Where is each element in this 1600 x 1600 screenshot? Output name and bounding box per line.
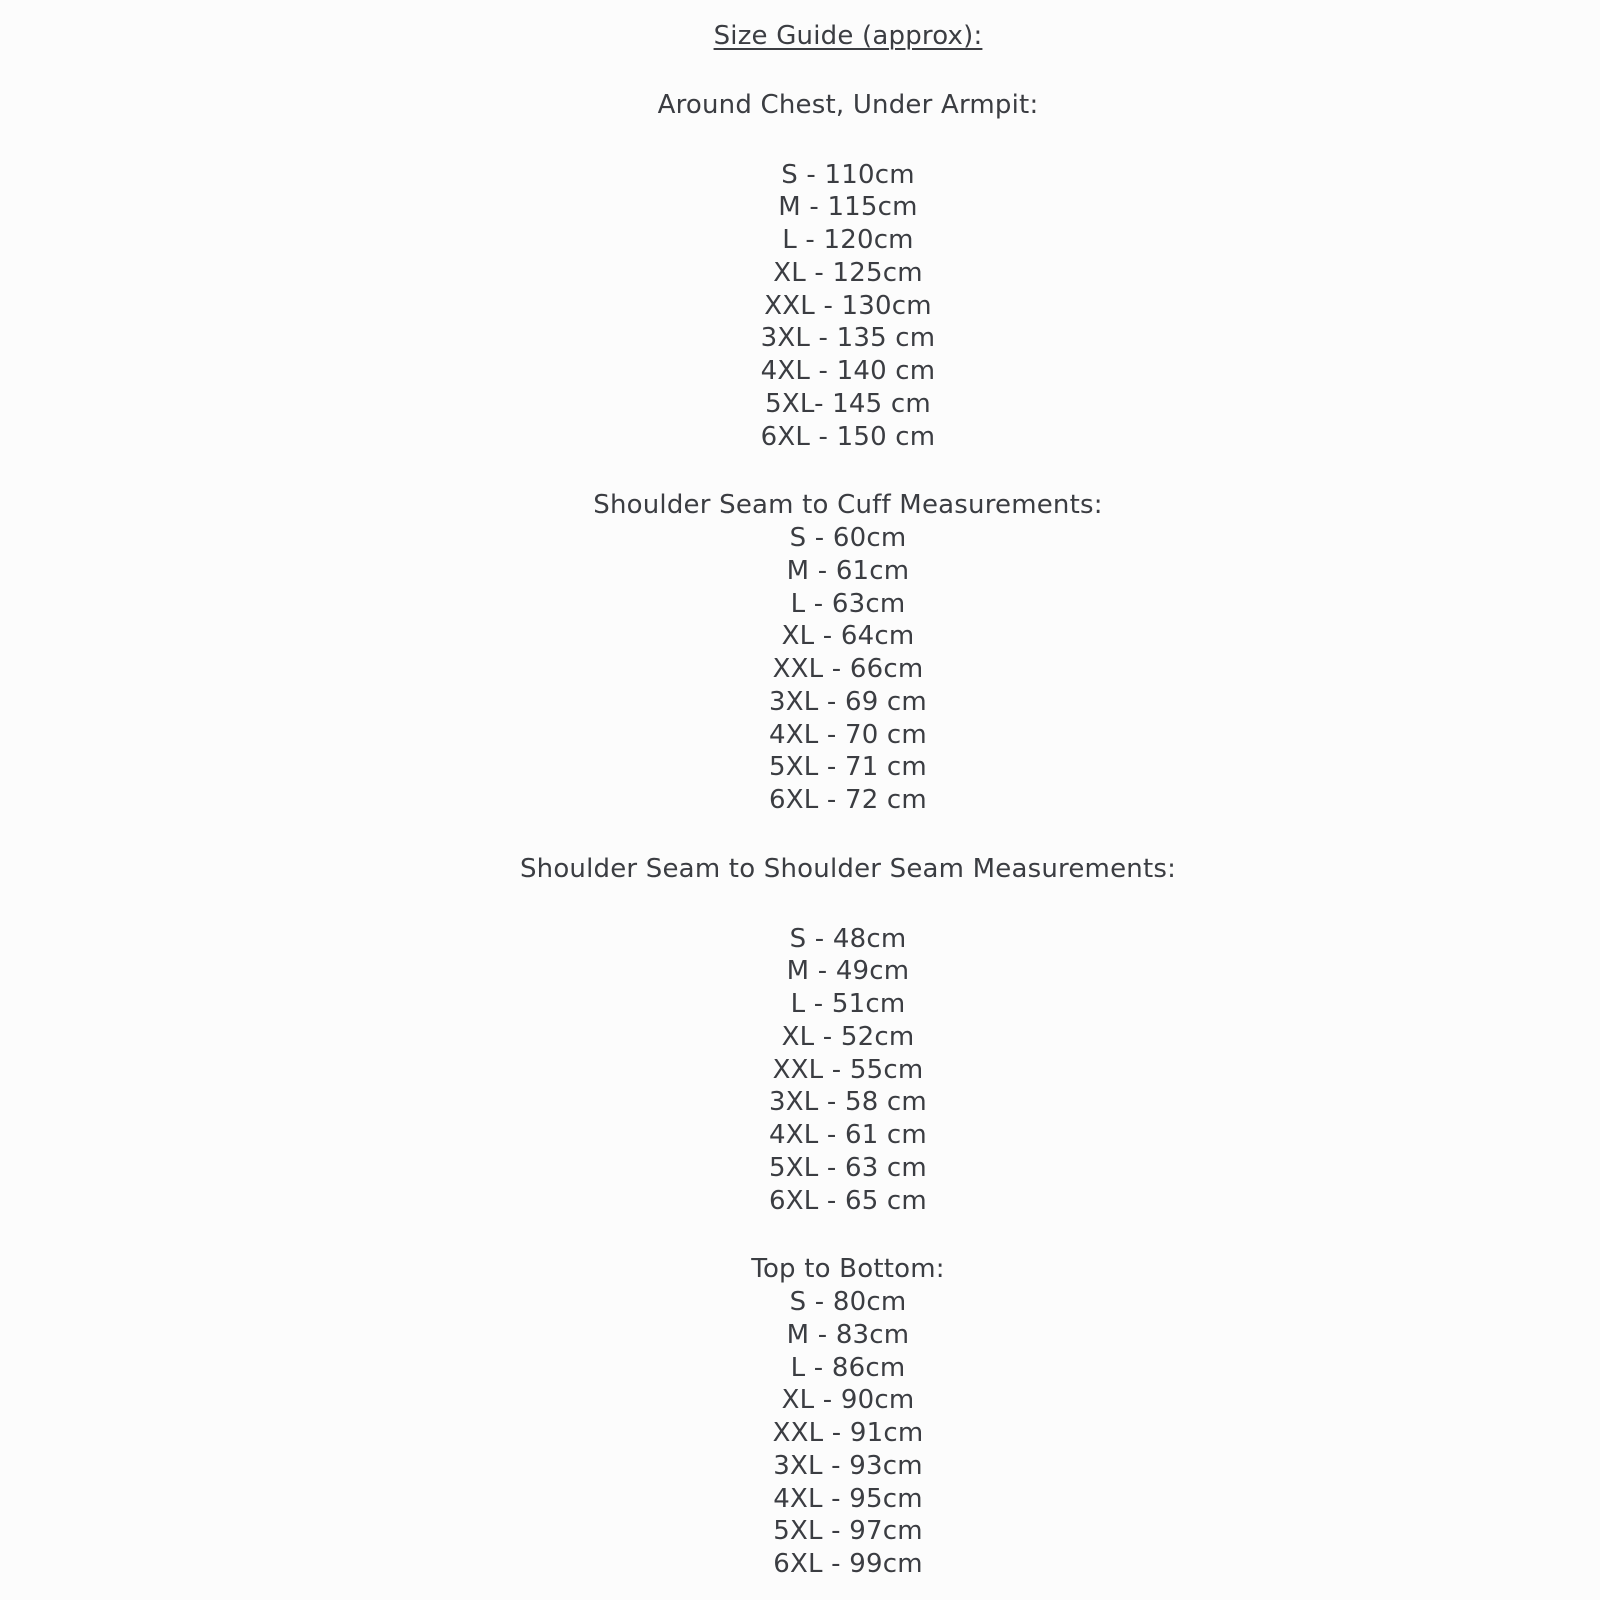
- size-line: XXL - 66cm: [772, 654, 924, 684]
- size-guide-document: [48, 0, 1600, 1581]
- size-line: 5XL - 63 cm: [769, 1152, 927, 1183]
- size-line: 5XL - 71 cm: [769, 752, 927, 783]
- size-line: S - 60cm: [789, 523, 907, 553]
- size-line: XXL - 91cm: [772, 1418, 924, 1448]
- size-line: M - 83cm: [786, 1319, 910, 1350]
- size-list: [48, 522, 1600, 817]
- size-line: 4XL - 70 cm: [769, 719, 927, 750]
- size-line: 6XL - 72 cm: [769, 785, 927, 815]
- size-line: XL - 125cm: [773, 257, 923, 288]
- section-heading: Around Chest, Under Armpit:: [657, 89, 1039, 120]
- size-line: 4XL - 95cm: [773, 1483, 923, 1514]
- sections: [48, 89, 1600, 1581]
- size-section: [48, 853, 1600, 1218]
- size-line: XL - 52cm: [781, 1021, 915, 1052]
- size-section: [48, 89, 1600, 454]
- size-line: 3XL - 93cm: [773, 1450, 923, 1481]
- size-list: [48, 1286, 1600, 1581]
- size-line: M - 49cm: [786, 956, 910, 987]
- size-line: XXL - 130cm: [764, 290, 932, 321]
- size-list: [48, 159, 1600, 454]
- size-line: 5XL- 145 cm: [765, 388, 931, 419]
- size-line: L - 51cm: [790, 989, 906, 1019]
- size-line: S - 48cm: [789, 923, 907, 954]
- size-line: XL - 90cm: [781, 1385, 915, 1416]
- size-line: 5XL - 97cm: [773, 1516, 923, 1547]
- size-line: S - 80cm: [789, 1287, 907, 1317]
- size-line: L - 86cm: [790, 1352, 906, 1383]
- size-line: 6XL - 150 cm: [760, 421, 936, 452]
- size-line: XXL - 55cm: [772, 1054, 924, 1085]
- size-section: [48, 489, 1600, 817]
- size-line: M - 115cm: [778, 192, 918, 223]
- size-line: 3XL - 135 cm: [760, 323, 936, 354]
- size-line: XL - 64cm: [781, 621, 915, 652]
- size-line: 6XL - 99cm: [773, 1549, 923, 1579]
- size-line: L - 63cm: [790, 588, 906, 619]
- size-line: L - 120cm: [782, 225, 914, 255]
- size-line: 6XL - 65 cm: [769, 1185, 927, 1216]
- section-heading: Top to Bottom:: [751, 1254, 945, 1285]
- size-line: S - 110cm: [781, 159, 915, 190]
- section-heading: Shoulder Seam to Cuff Measurements:: [593, 490, 1103, 521]
- size-line: 4XL - 140 cm: [760, 356, 936, 386]
- size-section: [48, 1253, 1600, 1581]
- page-title: Size Guide (approx):: [713, 21, 983, 51]
- size-line: 3XL - 58 cm: [769, 1087, 927, 1118]
- section-heading: Shoulder Seam to Shoulder Seam Measurements:: [519, 853, 1177, 884]
- size-line: M - 61cm: [786, 555, 910, 586]
- size-line: 3XL - 69 cm: [769, 686, 927, 717]
- size-line: 4XL - 61 cm: [769, 1120, 927, 1150]
- size-list: [48, 923, 1600, 1218]
